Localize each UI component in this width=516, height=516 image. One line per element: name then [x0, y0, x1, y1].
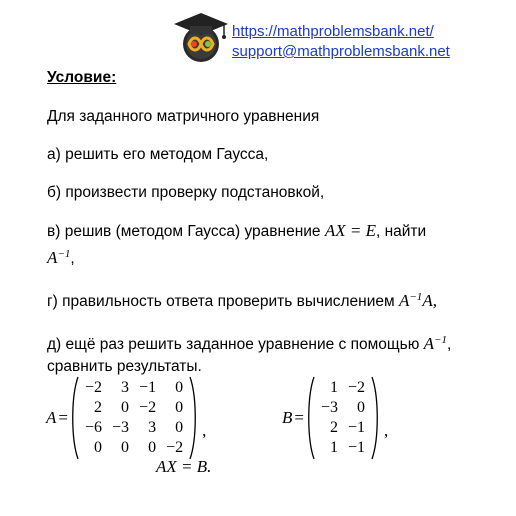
equation-text: AX = B.: [156, 457, 212, 476]
right-paren-icon: [188, 375, 198, 461]
matrix-cell: 1: [330, 379, 339, 396]
inverse-exponent: −1: [434, 334, 447, 347]
matrix-cell: −2: [166, 439, 184, 456]
item-d-text: д) ещё раз решить заданное уравнение с помощью: [47, 336, 424, 354]
matrix-cell: 1: [330, 439, 339, 456]
matrix-B: [316, 378, 370, 458]
matrix-A: [80, 378, 188, 458]
graduation-cap-infinity-logo-icon: [172, 10, 230, 66]
item-a: а) решить его методом Гаусса,: [47, 146, 269, 163]
item-g-inverse: A: [398, 291, 410, 311]
matrix-cell: 0: [94, 439, 103, 456]
matrix-row: [316, 438, 370, 458]
heading: Условие:: [47, 69, 117, 86]
inverse-exponent: −1: [57, 248, 71, 260]
matrix-cell: 0: [175, 399, 184, 416]
matrix-row: [80, 398, 188, 418]
matrix-cell: −1: [348, 439, 366, 456]
contact-links: [232, 22, 450, 62]
matrix-B-name: B: [282, 408, 293, 427]
left-paren-icon: [70, 375, 80, 461]
support-email-link[interactable]: support@mathproblemsbank.net: [232, 43, 450, 60]
matrix-row: [316, 378, 370, 398]
matrix-A-equals: =: [58, 408, 68, 427]
problem-statement: [47, 68, 487, 378]
item-g: [47, 286, 487, 313]
matrix-cell: −1: [139, 379, 157, 396]
item-d-tail: ,: [446, 336, 452, 354]
website-link[interactable]: https://mathproblemsbank.net/: [232, 23, 434, 40]
matrix-B-block: [282, 375, 388, 461]
item-v-equation: AX = E: [324, 221, 376, 240]
matrix-row: [80, 418, 188, 438]
matrix-cell: 0: [121, 439, 130, 456]
matrix-B-equals: =: [294, 408, 304, 427]
matrix-row: [80, 438, 188, 458]
matrix-cell: −3: [112, 419, 130, 436]
matrix-cell: −2: [84, 379, 103, 396]
matrix-cell: 3: [148, 419, 157, 436]
matrix-cell: 3: [121, 379, 130, 396]
matrix-cell: 0: [175, 379, 184, 396]
matrix-A-comma: ,: [202, 421, 207, 440]
header: [172, 10, 492, 66]
item-d-inverse: A: [423, 334, 435, 354]
matrix-B-comma: ,: [384, 421, 389, 440]
matrix-cell: −3: [320, 399, 339, 416]
matrix-row: [316, 418, 370, 438]
matrix-row: [316, 398, 370, 418]
matrix-A-name: A: [46, 408, 57, 427]
intro-text: Для заданного матричного уравнения: [47, 108, 320, 125]
item-d-line2: сравнить результаты.: [47, 358, 202, 376]
item-v-inverse: A: [47, 248, 58, 268]
matrix-cell: 0: [175, 419, 184, 436]
matrix-cell: −1: [348, 419, 366, 436]
matrix-row: [80, 378, 188, 398]
matrix-equation: [156, 457, 211, 477]
matrix-cell: 2: [94, 399, 103, 416]
inverse-exponent: −1: [409, 291, 423, 304]
matrix-cell: 0: [357, 399, 366, 416]
item-v-text: в) решив (методом Гаусса) уравнение: [47, 223, 325, 240]
item-g-tail: A,: [422, 291, 437, 311]
matrix-cell: −2: [139, 399, 157, 416]
item-d: [47, 329, 487, 378]
matrix-cell: −2: [348, 379, 366, 396]
matrix-cell: 2: [330, 419, 339, 436]
matrix-cell: 0: [121, 399, 130, 416]
left-paren-icon: [306, 375, 316, 461]
matrices: [46, 375, 486, 485]
matrix-cell: −6: [84, 419, 103, 436]
right-paren-icon: [370, 375, 380, 461]
item-b: б) произвести проверку подстановкой,: [47, 184, 325, 201]
matrix-cell: 0: [148, 439, 157, 456]
item-v-tail: , найти: [375, 223, 427, 240]
item-g-text: г) правильность ответа проверить вычислением: [47, 293, 399, 311]
matrix-A-block: [46, 375, 206, 461]
item-v: в) решив (методом Гаусса) уравнение AX = E, найти $A^{-1}$,: [47, 221, 427, 268]
